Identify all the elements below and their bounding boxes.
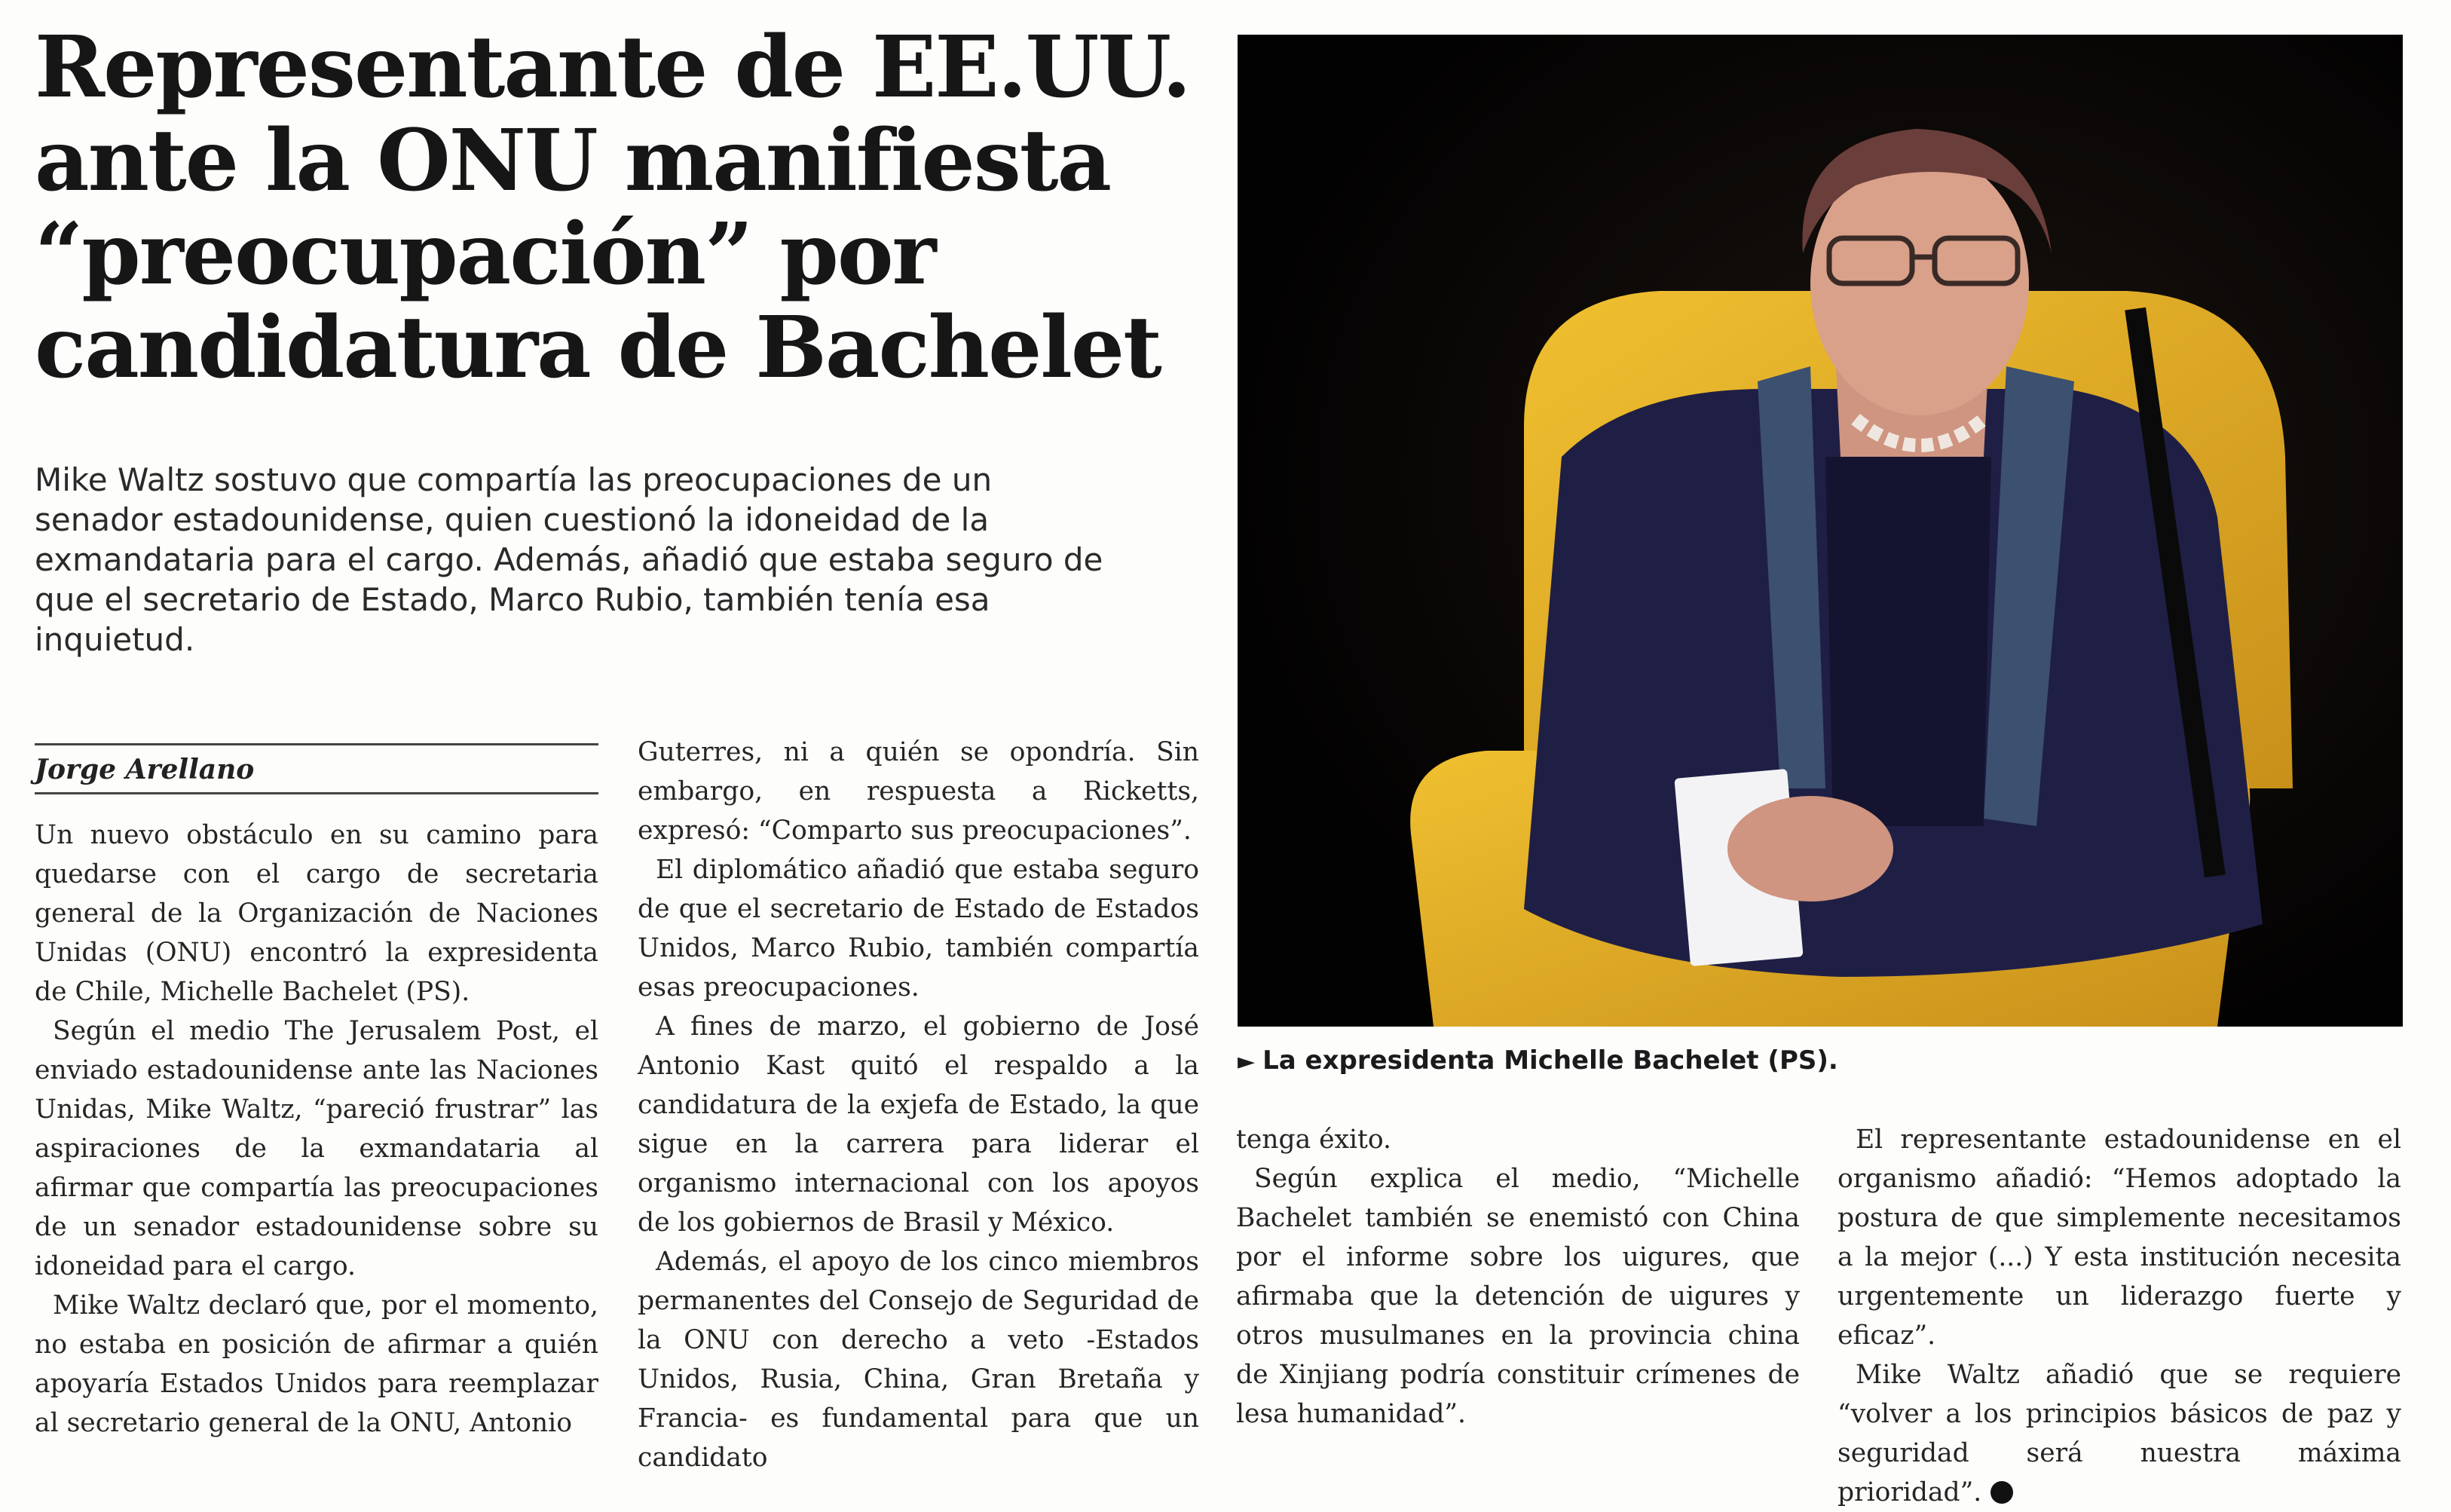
blouse: [1825, 457, 1991, 826]
paragraph-text: Mike Waltz añadió que se requiere “volver a los principios básicos de paz y seguridad será nuestra máxima prioridad”.: [1837, 1360, 2401, 1507]
article-photo: [1238, 35, 2403, 1027]
paragraph: El representante estadounidense en el organismo añadió: “Hemos adoptado la postura de que simplemente necesitamos a la mejor (...) Y esta institución necesita urgentemente un liderazgo fuerte y eficaz”.: [1837, 1125, 2401, 1351]
paragraph: Guterres, ni a quién se opondría. Sin embargo, en respuesta a Ricketts, expresó: “Comparto sus preocupaciones”.: [638, 737, 1199, 846]
paragraph: tenga éxito.: [1236, 1125, 1392, 1155]
end-of-article-icon: [1990, 1481, 2013, 1504]
paragraph: Según el medio The Jerusalem Post, el enviado estadounidense ante las Naciones Unidas, Mike Waltz, “pareció frustrar” las aspiraciones de la exmandataria al afirmar que compartía las preocupaciones de un senador estadounidense sobre su idoneidad para el cargo.: [35, 1016, 598, 1281]
headline-line-2: ante la ONU manifiesta: [35, 112, 1111, 210]
headline-line-3: “preocupación” por: [35, 205, 935, 304]
hands: [1727, 796, 1893, 901]
paragraph: Un nuevo obstáculo en su camino para quedarse con el cargo de secretaria general de la Organización de Naciones Unidas (ONU) encontró la expresidenta de Chile, Michelle Bachelet (PS).: [35, 820, 598, 1007]
caption-text: La expresidenta Michelle Bachelet (PS).: [1262, 1045, 1838, 1076]
headline-line-4: candidatura de Bachelet: [35, 298, 1161, 397]
paragraph: Según explica el medio, “Michelle Bachelet también se enemistó con China por el informe sobre los uigures, que afirmaba que la detención de uigures y otros musulmanes en la provincia china de Xinjiang podría constituir crímenes de lesa humanidad”.: [1236, 1164, 1800, 1429]
bachelet-portrait-illustration: [1238, 35, 2403, 1027]
author-byline: Jorge Arellano: [35, 754, 255, 785]
byline-box: [35, 743, 598, 794]
subheadline: Mike Waltz sostuvo que compartía las preocupaciones de un senador estadounidense, quien cuestionó la idoneidad de la exmandataria para el cargo. Además, añadió que estaba seguro de que el secretario de Estado, Marco Rubio, también tenía esa inquietud.: [35, 461, 1103, 658]
photo-caption: [1238, 1043, 2403, 1079]
paragraph: El diplomático añadió que estaba seguro de que el secretario de Estado de Estados Unidos, Marco Rubio, también compartía esas preocupaciones.: [638, 855, 1199, 1002]
paragraph: Además, el apoyo de los cinco miembros permanentes del Consejo de Seguridad de la ONU con derecho a veto -Estados Unidos, Rusia, China, Gran Bretaña y Francia- es fundamental para que un candidato: [638, 1247, 1199, 1473]
headline-line-1: Representante de EE.UU.: [35, 18, 1190, 117]
caption-arrow-icon: ►: [1238, 1048, 1256, 1075]
paragraph-last: [1837, 1355, 2401, 1512]
body-column-4: [1837, 1120, 2401, 1512]
body-column-1: [35, 816, 598, 1443]
body-column-3: [1236, 1120, 1800, 1434]
body-column-2: [638, 733, 1199, 1477]
headline: [35, 18, 1195, 397]
paragraph: A fines de marzo, el gobierno de José Antonio Kast quitó el respaldo a la candidatura de la exjefa de Estado, la que sigue en la carrera para liderar el organismo internacional con los apoyos de los gobiernos de Brasil y México.: [638, 1012, 1199, 1238]
paragraph: Mike Waltz declaró que, por el momento, no estaba en posición de afirmar a quién apoyaría Estados Unidos para reemplazar al secretario general de la ONU, Antonio: [35, 1290, 598, 1438]
